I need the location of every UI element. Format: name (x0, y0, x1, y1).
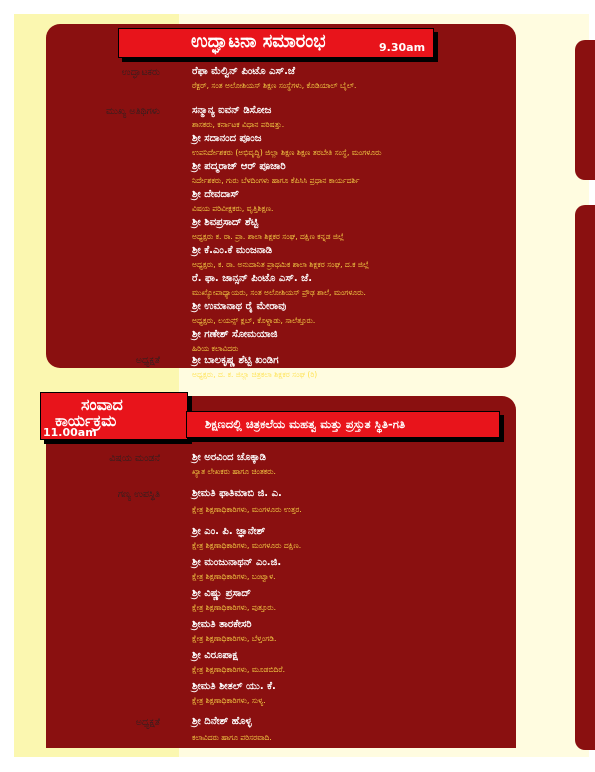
person-description: ಕಲಾವಿದರು ಹಾಗೂ ಪರಿಸರವಾದಿ. (192, 733, 272, 742)
row-label: ಮುಖ್ಯ ಅತಿಥಿಗಳು (105, 106, 160, 117)
person-description: ಉಪನಿರ್ದೇಶಕರು (ಅಭಿವೃದ್ಧಿ) ಜಿಲ್ಲಾ ಶಿಕ್ಷಣ ಶಿಕ್ಷಣ ತರಬೇತಿ ಸಂಸ್ಥೆ, ಮಂಗಳೂರು (192, 148, 382, 157)
discussion-title-line1: ಸಂವಾದ (81, 395, 123, 414)
person-description: ಕ್ಷೇತ್ರ ಶಿಕ್ಷಣಾಧಿಕಾರಿಗಳು, ಮಂಗಳೂರು ದಕ್ಷಿಣ. (192, 541, 302, 550)
person-description: ಕ್ಷೇತ್ರ ಶಿಕ್ಷಣಾಧಿಕಾರಿಗಳು, ಮೂಡಬಿದಿರೆ. (192, 665, 285, 674)
person-description: ಮುಖ್ಯೋಪಾಧ್ಯಾಯರು, ಸಂತ ಅಲೋಶಿಯಸ್ ಪ್ರೌಢ ಶಾಲೆ, ಮಂಗಳೂರು. (192, 288, 366, 297)
person-description: ಕ್ಷೇತ್ರ ಶಿಕ್ಷಣಾಧಿಕಾರಿಗಳು, ಸುಳ್ಯ. (192, 696, 266, 705)
person-description: ಅಧ್ಯಕ್ಷರು ಕ. ರಾ. ಪ್ರಾ. ಶಾಲಾ ಶಿಕ್ಷಕರ ಸಂಘ, ದಕ್ಷಿಣ ಕನ್ನಡ ಜಿಲ್ಲೆ (192, 232, 344, 241)
row-label: ಉದ್ಘಾಟಕರು (121, 67, 160, 78)
person-name: ಶ್ರೀ ಗಣೇಶ್ ಸೋಮಯಾಜಿ (192, 329, 278, 340)
person-name: ಶ್ರೀ ಉಮಾನಾಥ ರೈ ಮೇರಾವು (192, 301, 287, 312)
person-name: ಸನ್ಮಾನ್ಯ ಐವನ್ ಡಿಸೋಜ (192, 105, 272, 116)
right-edge-band-bottom (575, 205, 595, 750)
row-label: ಅಧ್ಯಕ್ಷತೆ (135, 717, 160, 728)
person-name: ಶ್ರೀ ಅರವಿಂದ ಚೊಕ್ಕಾಡಿ (192, 452, 266, 463)
person-description: ಅಧ್ಯಕ್ಷರು, ದ. ಕ. ಜಿಲ್ಲಾ ಚಿತ್ರಕಲಾ ಶಿಕ್ಷಕರ ಸಂಘ (ರಿ) (192, 370, 318, 379)
person-name: ರೆ. ಫಾ. ಜಾನ್ಸನ್ ಪಿಂಟೊ ಎಸ್. ಜೆ. (192, 273, 313, 284)
person-name: ಶ್ರೀ ದಿನೇಶ್ ಹೊಳ್ಳ (192, 716, 252, 727)
discussion-heading (40, 392, 188, 440)
person-description: ರೆಕ್ಟರ್, ಸಂತ ಅಲೋಶಿಯಸ್ ಶಿಕ್ಷಣ ಸಂಸ್ಥೆಗಳು, ಕೊಡಿಯಾಲ್ ಬೈಲ್. (192, 81, 357, 90)
person-name: ಶ್ರೀ ವಿರೂಪಾಕ್ಷ (192, 650, 238, 661)
person-description: ನಿರ್ದೇಶಕರು, ಗುರು ಬೆಳದಿಂಗಳು ಹಾಗೂ ಕೆಪಿಸಿಸಿ ಪ್ರಧಾನ ಕಾರ್ಯದರ್ಶಿ (192, 176, 360, 185)
person-name: ಶ್ರೀ ಕೆ.ಎಂ.ಕೆ ಮಂಜನಾಡಿ (192, 245, 273, 256)
person-name: ಶ್ರೀ ಮಂಜುನಾಥನ್ ಎಂ.ಜಿ. (192, 557, 282, 568)
right-edge-band-top (575, 40, 595, 180)
person-description: ಅಧ್ಯಕ್ಷರು, ಕ. ರಾ. ಅನುದಾನಿತ ಪ್ರಾಥಮಿಕ ಶಾಲಾ ಶಿಕ್ಷಕರ ಸಂಘ, ದ.ಕ ಜಿಲ್ಲೆ (192, 260, 369, 269)
discussion-title-line2: ಕಾರ್ಯಕ್ರಮ (55, 411, 117, 430)
discussion-panel (46, 396, 516, 748)
discussion-topic: ಶಿಕ್ಷಣದಲ್ಲಿ ಚಿತ್ರಕಲೆಯ ಮಹತ್ವ ಮತ್ತು ಪ್ರಸ್ತುತ ಸ್ಥಿತಿ-ಗತಿ (205, 417, 406, 431)
person-name: ಶ್ರೀ ಬಾಲಕೃಷ್ಣ ಶೆಟ್ಟಿ ಖಂಡಿಗ (192, 355, 279, 366)
person-name: ಶ್ರೀ ವಿಷ್ಣು ಪ್ರಸಾದ್ (192, 588, 251, 599)
person-description: ವಿಷಯ ಪರಿವೀಕ್ಷಕರು, ವೃತ್ತಿಶಿಕ್ಷಣ. (192, 204, 274, 213)
inauguration-heading (118, 28, 434, 58)
person-name: ಶ್ರೀಮತಿ ತಾರಕೇಸರಿ (192, 619, 252, 630)
row-label: ಗಣ್ಯ ಉಪಸ್ಥಿತಿ (117, 489, 160, 500)
person-description: ಕ್ಷೇತ್ರ ಶಿಕ್ಷಣಾಧಿಕಾರಿಗಳು, ಪುತ್ತೂರು. (192, 603, 277, 612)
person-name: ಶ್ರೀ ಎಂ. ಪಿ. ಜ್ಞಾನೇಶ್ (192, 526, 266, 537)
person-description: ಖ್ಯಾತ ಲೇಖಕರು ಹಾಗೂ ಚಿಂತಕರು. (192, 467, 276, 476)
person-description: ಅಧ್ಯಕ್ಷರು, ಲಯನ್ಸ್ ಕ್ಲಬ್, ಕೊಳ್ನಾಡು, ಸಾಲೆತ್ತೂರು. (192, 316, 316, 325)
row-label: ಅಧ್ಯಕ್ಷತೆ (135, 355, 160, 366)
inauguration-time: 9.30am (379, 41, 426, 54)
person-name: ಶ್ರೀ ಪದ್ಮರಾಜ್ ಆರ್ ಪೂಜಾರಿ (192, 161, 286, 172)
discussion-topic-banner (186, 411, 500, 438)
person-name: ಶ್ರೀಮತಿ ಶೀತಲ್ ಯು. ಕೆ. (192, 681, 276, 692)
person-name: ರೆ‌ಫಾ ಮೆಲ್ವಿನ್ ಪಿಂಟೊ ಎಸ್.ಜೆ (192, 66, 296, 77)
row-label: ವಿಷಯ ಮಂಡನೆ (109, 453, 160, 464)
person-description: ಶಾಸಕರು, ಕರ್ನಾಟಕ ವಿಧಾನ ಪರಿಷತ್ತು. (192, 120, 285, 129)
discussion-time: 11.00am (43, 426, 97, 439)
person-description: ಹಿರಿಯ ಕಲಾವಿದರು (192, 344, 239, 353)
person-name: ಶ್ರೀ ಸದಾನಂದ ಪೂಂಜ (192, 133, 262, 144)
person-description: ಕ್ಷೇತ್ರ ಶಿಕ್ಷಣಾಧಿಕಾರಿಗಳು, ಮಂಗಳೂರು ಉತ್ತರ. (192, 505, 302, 514)
person-name: ಶ್ರೀ ಶಿವಪ್ರಸಾದ್ ಶೆಟ್ಟಿ (192, 217, 259, 228)
person-description: ಕ್ಷೇತ್ರ ಶಿಕ್ಷಣಾಧಿಕಾರಿಗಳು, ಬಂಟ್ವಾಳ. (192, 572, 276, 581)
inauguration-title: ಉದ್ಘಾಟನಾ ಸಮಾರಂಭ (191, 31, 326, 52)
person-name: ಶ್ರೀ ದೇವದಾಸ್ (192, 189, 239, 200)
person-description: ಕ್ಷೇತ್ರ ಶಿಕ್ಷಣಾಧಿಕಾರಿಗಳು, ಬೆಳ್ತಂಗಡಿ. (192, 634, 277, 643)
person-name: ಶ್ರೀಮತಿ ಫಾತಿಮಾಬಿ ಜಿ. ಎ. (192, 488, 282, 499)
